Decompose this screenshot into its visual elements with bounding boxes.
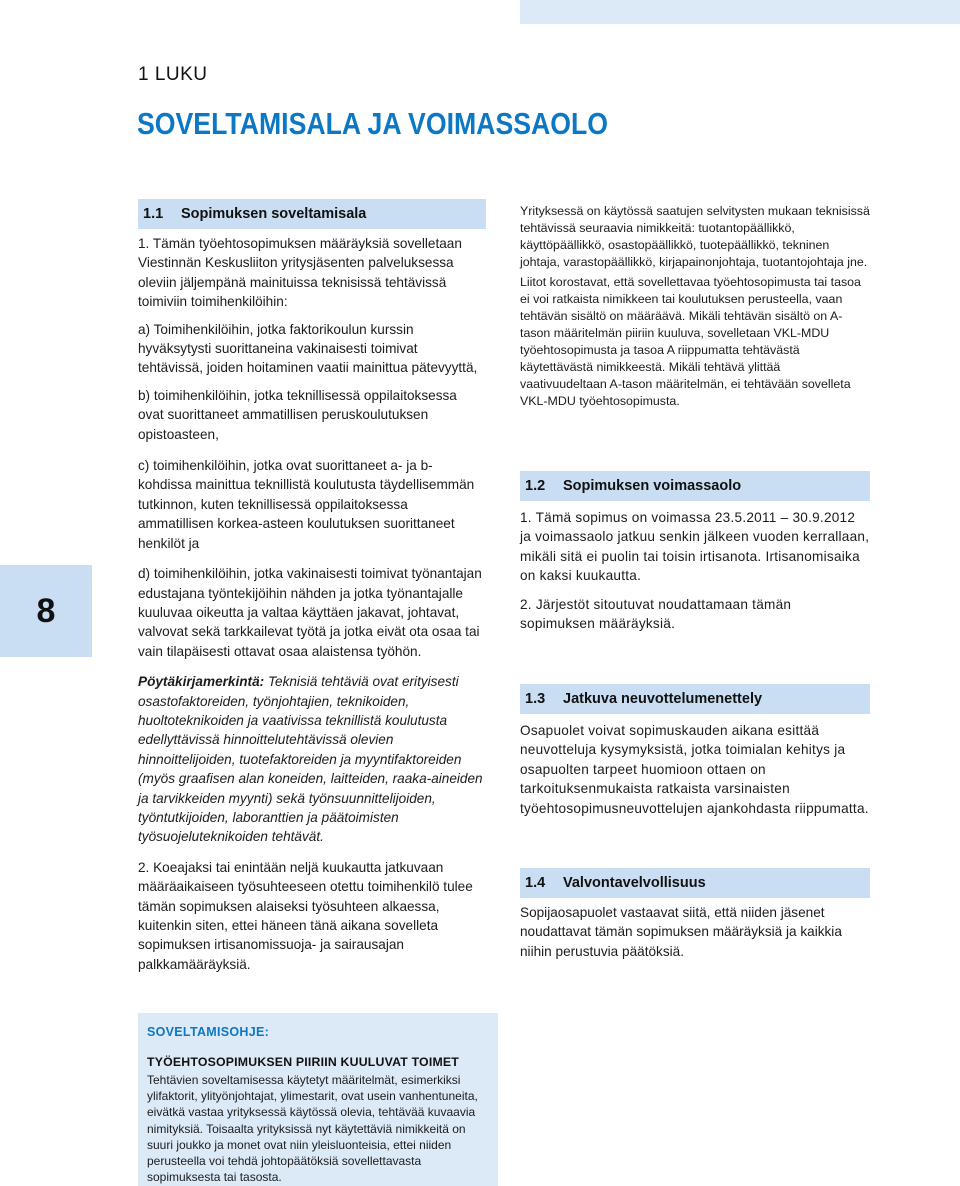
protocol-note bbox=[138, 672, 486, 847]
guidance-heading: TYÖEHTOSOPIMUKSEN PIIRIIN KUULUVAT TOIMET bbox=[147, 1055, 459, 1069]
section-number: 1.3 bbox=[525, 691, 546, 707]
section-heading-1-3 bbox=[520, 684, 870, 714]
section-1-2-body bbox=[520, 508, 870, 633]
section-1-1-body bbox=[138, 234, 486, 974]
section-title: Sopimuksen soveltamisala bbox=[181, 206, 367, 222]
intro-paragraph: Yrityksessä on käytössä saatujen selvitysten mukaan teknisissä tehtävissä seuraavia nimikkeitä: tuotantopäällikkö, käyttöpäällikkö, osastopäällikkö, tuotepäällikkö, tekninen johtaja, varastopäällikkö, kirjapainonjohtaja, tuotantojohtaja jne. bbox=[520, 204, 870, 269]
intro-paragraph: Liitot korostavat, että sovellettavaa työehtosopimusta tai tasoa ei voi ratkaista nimikkeen tai koulutuksen perusteella, vaan tehtävän sisältö on määräävä. Mikäli tehtävän sisältö on A-tason määritelmän piiriin kuuluva, sovelletaan VKL-MDU työehtosopimusta ja tasoa A riippumatta tehtävästä käytettävästä nimikkeestä. Mikäli tehtävä ylittää vaativuudeltaan A-tason määritelmän, ei tehtävään sovelleta VKL-MDU työehtosopimusta. bbox=[520, 275, 861, 408]
section-title: Jatkuva neuvottelumenettely bbox=[563, 691, 763, 707]
section-title: Valvontavelvollisuus bbox=[563, 875, 706, 891]
section-heading-1-4 bbox=[520, 868, 870, 898]
protocol-note-label: Pöytäkirjamerkintä: bbox=[138, 674, 265, 690]
right-intro bbox=[520, 203, 870, 410]
list-item-b: b) toimihenkilöihin, jotka teknillisessä oppilaitoksessa ovat suorittaneet ammatillisen peruskoulutuksen opistoasteen, bbox=[138, 387, 457, 442]
section-1-2 bbox=[520, 471, 870, 633]
list-item-c: c) toimihenkilöihin, jotka ovat suorittaneet a- ja b-kohdissa mainittua teknillistä koulutusta täydellisemmän tutkinnon, kuten teknillisessä oppilaitoksessa ammatillisen korkea-asteen koulutuksen suorittaneet henkilöt ja bbox=[138, 458, 475, 551]
paragraph: Sopijaosapuolet vastaavat siitä, että niiden jäsenet noudattavat tämän sopimuksen määräyksiä ja kaikkia niihin perustuvia päätöksiä. bbox=[520, 905, 842, 959]
page-number-tab bbox=[0, 565, 92, 657]
section-heading-1-2 bbox=[520, 471, 870, 501]
section-number: 1.4 bbox=[525, 875, 546, 891]
guidance-box bbox=[138, 1013, 498, 1186]
section-1-4-body bbox=[520, 903, 870, 961]
paragraph: Osapuolet voivat sopimuskauden aikana esittää neuvotteluja kysymyksistä, jotka toimialan kehitys ja osapuolten tarpeet huomioon ottaen on tarkoituksenmukaista ratkaista varsinaisten työehtosopimusneuvottelujen ajankohdasta riippumatta. bbox=[520, 723, 869, 816]
guidance-label: SOVELTAMISOHJE: bbox=[147, 1025, 270, 1039]
guidance-text: Tehtävien soveltamisessa käytetyt määritelmät, esimerkiksi ylifaktorit, ylityönjohtajat, ylimestarit, ovat usein vanhentuneita, eivätkä vastaa yrityksessä käytössä olevia, tehtävää kuvaavia nimityksiä. Toisaalta yrityksissä nyt käytettäviä nimikkeitä on suuri joukko ja monet ovat niin yleisluonteisia, ettei niiden perusteella voi tehdä johtopäätöksiä sovellettavasta sopimuksesta tai tasosta. bbox=[147, 1073, 478, 1185]
paragraph-2: 2. Koeajaksi tai enintään neljä kuukautta jatkuvaan määräaikaiseen työsuhteeseen otettu toimihenkilö tulee tämän sopimuksen alaiseksi työsuhteen alkaessa, kuitenkin siten, ettei häneen tänä aikana sovelleta sopimuksen irtisanomissuoja- ja sairausajan palkkamääräyksiä. bbox=[138, 859, 473, 972]
section-1-3-body bbox=[520, 721, 870, 818]
section-heading-1-1 bbox=[138, 199, 486, 229]
section-number: 1.2 bbox=[525, 478, 546, 494]
section-1-3 bbox=[520, 684, 870, 818]
chapter-label: 1 LUKU bbox=[138, 64, 208, 85]
section-number: 1.1 bbox=[143, 206, 164, 222]
paragraph: 1. Tämän työehtosopimuksen määräyksiä sovelletaan Viestinnän Keskusliiton yritysjäsenten palveluksessa oleviin jäljempänä mainituissa teknisissä tehtävissä toimiviin toimihenkilöihin: bbox=[138, 236, 462, 310]
list-item-d: d) toimihenkilöihin, jotka vakinaisesti toimivat työnantajan edustajana työntekijöihin nähden ja jotka työnantajalle kuuluvaa oikeutta ja valtaa käyttäen jakavat, johtavat, valvovat sekä tarkkailevat työtä ja jotka eivät ota osaa tai vain tilapäisesti ottavat osaa alaistensa työhön. bbox=[138, 566, 482, 659]
page-title: SOVELTAMISALA JA VOIMASSAOLO bbox=[137, 106, 609, 141]
section-title: Sopimuksen voimassaolo bbox=[563, 478, 742, 494]
paragraph: 2. Järjestöt sitoutuvat noudattamaan tämän sopimuksen määräyksiä. bbox=[520, 596, 792, 632]
list-item-a: a) Toimihenkilöihin, jotka faktorikoulun kurssin hyväksytysti suorittaneina vakinaisesti toimivat tehtävissä, joiden hoitaminen vaatii mainittua pätevyyttä, bbox=[138, 321, 478, 376]
section-1-4 bbox=[520, 868, 870, 961]
protocol-note-text: Teknisiä tehtäviä ovat erityisesti osastofaktoreiden, työnjohtajien, teknikoiden, huoltoteknikoiden ja vaativissa teknillistä koulutusta edellyttävissä hinnoittelutehtävissä olevien hinnoittelijoiden, tuotefaktoreiden ja myyntifaktoreiden (myös graafisen alan koneiden, laitteiden, raaka-aineiden ja tarvikkeiden myynti) sekä työnsuunnittelijoiden, työntutkijoiden, laboranttien ja päätoimisten työsuojeluteknikoiden tehtävät. bbox=[138, 674, 483, 845]
page-number: 8 bbox=[36, 591, 56, 630]
paragraph: 1. Tämä sopimus on voimassa 23.5.2011 – 30.9.2012 ja voimassaolo jatkuu senkin jälkeen vuoden kerrallaan, mikäli sitä ei puolin tai toisin irtisanota. Irtisanomisaika on kaksi kuukautta. bbox=[520, 510, 870, 584]
left-column bbox=[138, 199, 486, 974]
top-accent-bar bbox=[520, 0, 960, 24]
